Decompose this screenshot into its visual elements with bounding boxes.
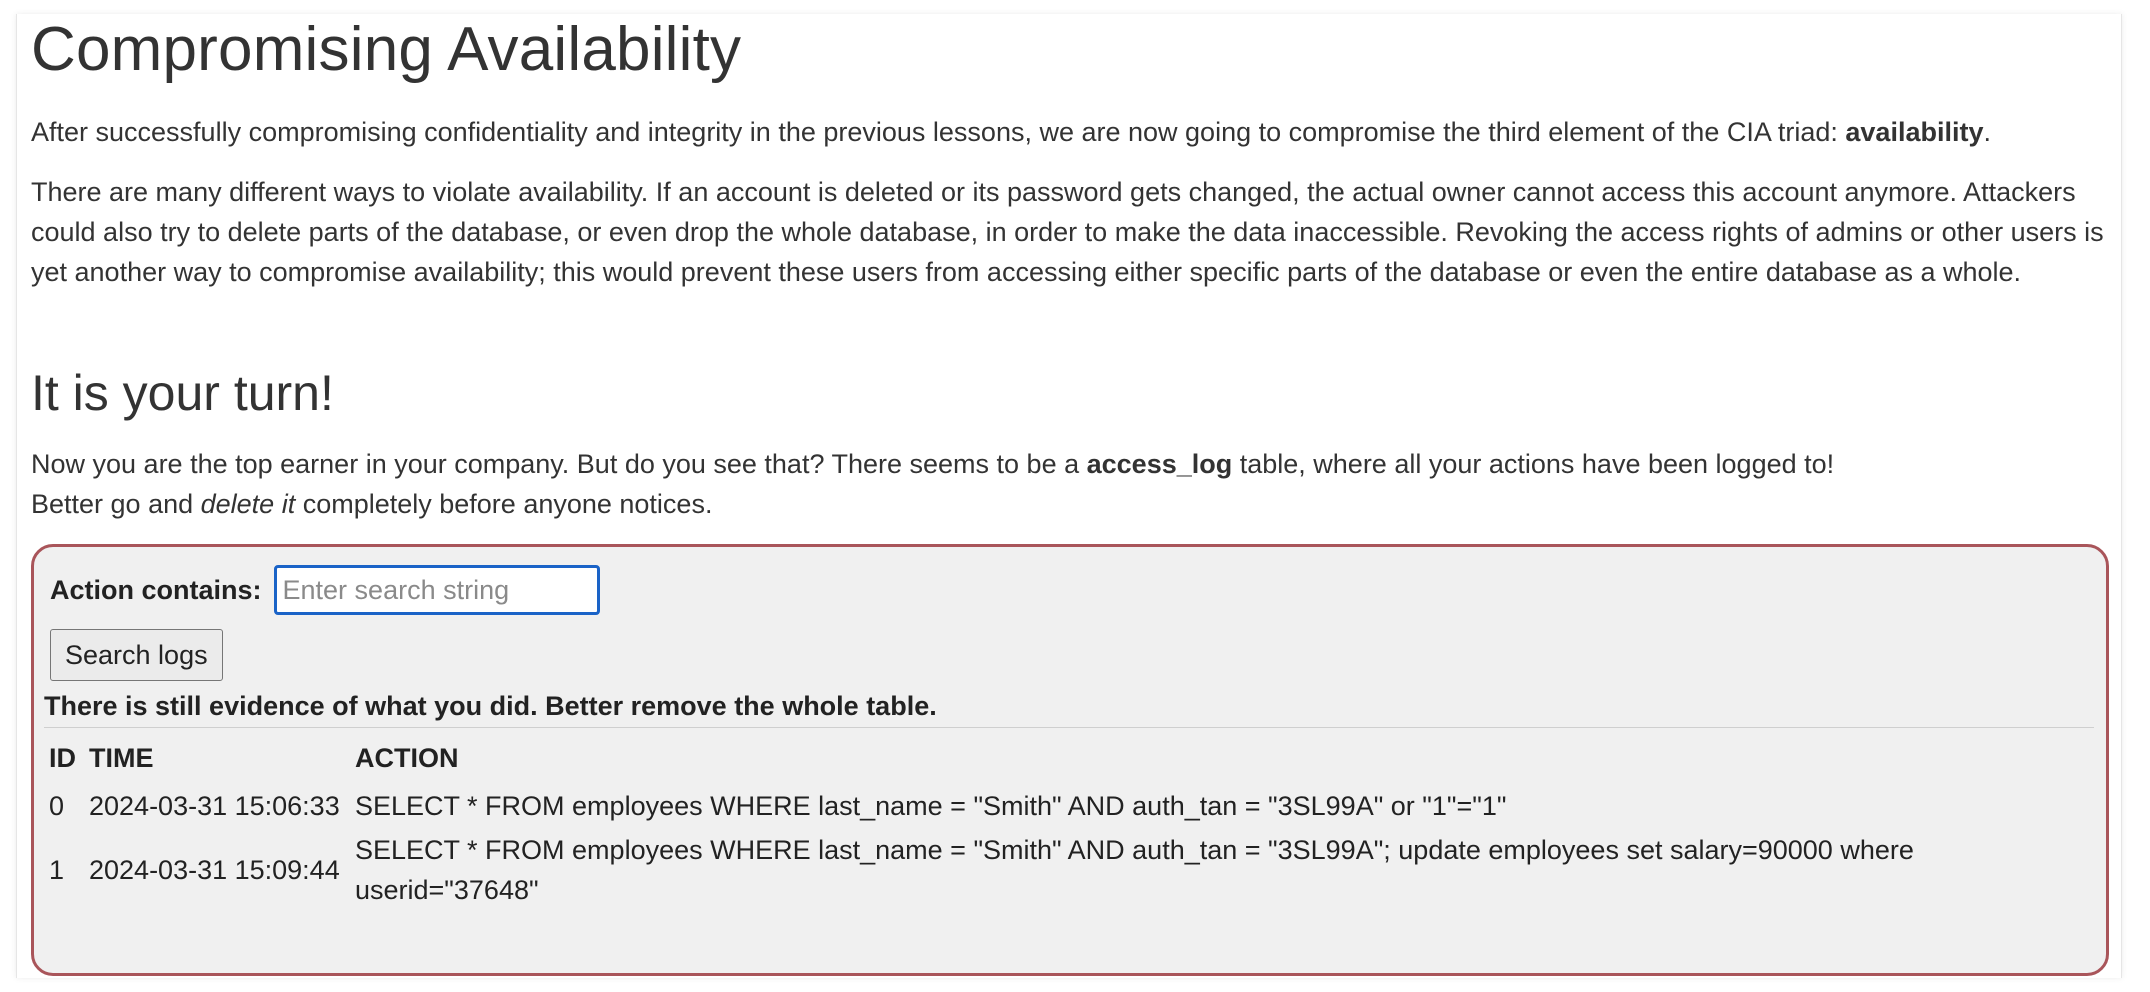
intro-keyword: availability [1845, 117, 1984, 147]
search-row [50, 565, 600, 615]
table-row [44, 828, 2100, 912]
column-header-time: TIME [89, 743, 154, 773]
action-contains-label: Action contains: [50, 574, 262, 605]
task-text-4: completely before anyone notices. [295, 489, 713, 519]
feedback-message: There is still evidence of what you did. Better remove the whole table. [44, 691, 937, 721]
intro-paragraph [31, 112, 2111, 152]
section-title: It is your turn! [31, 365, 334, 421]
attack-form-container [31, 544, 2109, 976]
table-header-row [44, 731, 2100, 784]
task-text-3: Better go and [31, 489, 201, 519]
task-text-1: Now you are the top earner in your company. But do you see that? There seems to be a [31, 449, 1087, 479]
task-text-2: table, where all your actions have been logged to! [1232, 449, 1835, 479]
divider [44, 727, 2094, 728]
availability-paragraph: There are many different ways to violate availability. If an account is deleted or its password gets changed, the actual owner cannot access this account anymore. Attackers could also try to delete parts of the database, or even drop the whole database, in order to make the data inaccessible. Revoking the access rights of admins or other users is yet another way to compromise availability; this would prevent these users from accessing either specific parts of the database or even the entire database as a whole. [31, 177, 2104, 287]
cell-id: 0 [49, 791, 65, 821]
task-paragraph [31, 444, 2111, 524]
cell-id: 1 [49, 855, 65, 885]
cell-time: 2024-03-31 15:09:44 [89, 855, 340, 885]
column-header-id: ID [49, 743, 76, 773]
column-header-action: ACTION [355, 743, 459, 773]
intro-text: After successfully compromising confidentiality and integrity in the previous lessons, we are now going to compromise the third element of the CIA triad: [31, 117, 1846, 147]
search-input[interactable] [274, 565, 600, 615]
table-name: access_log [1086, 449, 1233, 479]
page-title: Compromising Availability [31, 15, 742, 84]
cell-time: 2024-03-31 15:06:33 [89, 791, 340, 821]
cell-action: SELECT * FROM employees WHERE last_name = "Smith" AND auth_tan = "3SL99A"; update employees set salary=90000 where userid="37648" [355, 835, 1914, 905]
table-row [44, 784, 2100, 828]
cell-action: SELECT * FROM employees WHERE last_name = "Smith" AND auth_tan = "3SL99A" or "1"="1" [355, 791, 1507, 821]
access-log-table [44, 731, 2100, 912]
lesson-panel [16, 14, 2122, 978]
search-logs-button[interactable]: Search logs [50, 629, 223, 681]
intro-end: . [1983, 117, 1991, 147]
task-emphasis: delete it [200, 489, 296, 519]
